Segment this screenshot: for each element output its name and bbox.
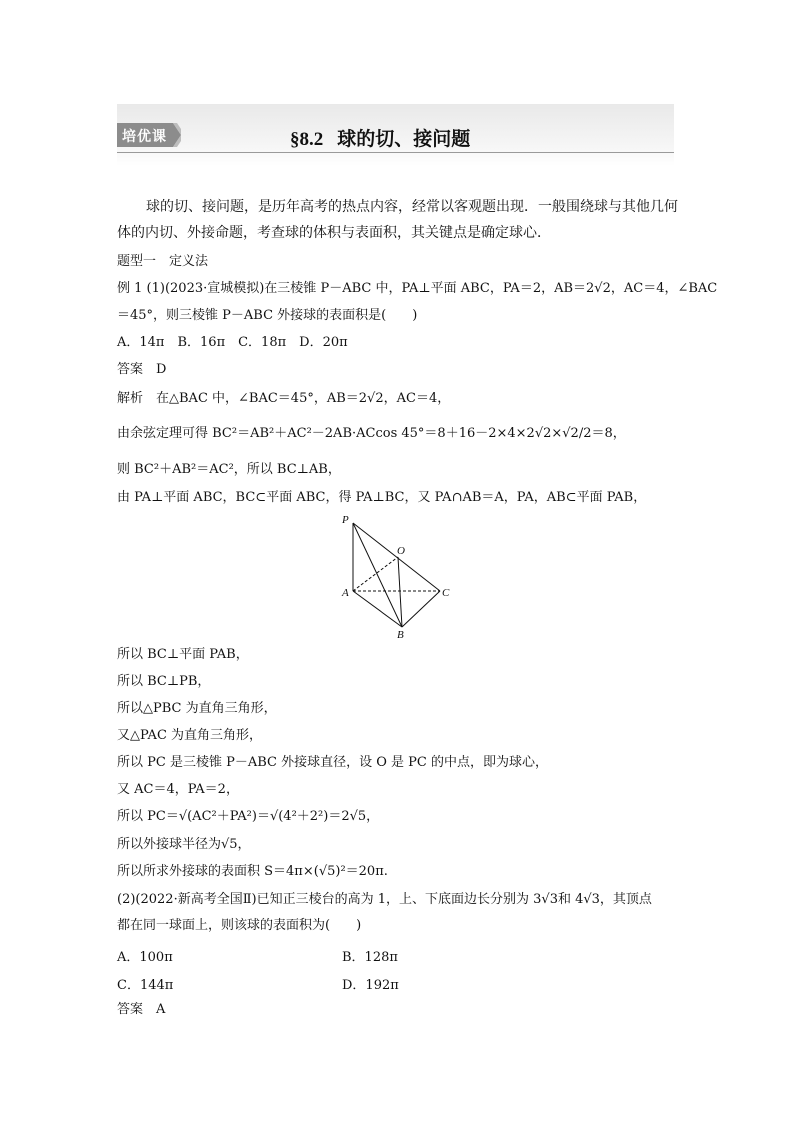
label-b: B — [397, 629, 404, 640]
example-2-answer: 答案 A — [117, 1002, 166, 1017]
segment-ao — [353, 557, 398, 591]
example-1-line-1: 例 1 (1)(2023·宣城模拟)在三棱锥 P－ABC 中，PA⊥平面 ABC，PA＝2，AB＝2√2，AC＝4，∠BAC — [117, 281, 718, 296]
label-c: C — [442, 587, 450, 599]
example-1-line-2: ＝45°，则三棱锥 P－ABC 外接球的表面积是( ) — [117, 308, 418, 323]
solution-line-9: 所以 PC 是三棱锥 P－ABC 外接球直径，设 O 是 PC 的中点，即为球心， — [117, 755, 548, 770]
solution-line-7: 所以△PBC 为直角三角形， — [117, 701, 277, 716]
segment-ob — [398, 557, 402, 627]
solution-line-11: 所以 PC＝√(AC²＋PA²)＝√(4²＋2²)＝2√5， — [117, 809, 380, 824]
section-title-text: 球的切、接问题 — [337, 128, 471, 150]
intro-line-2: 体的内切、外接命题，考查球的体积与表面积，其关键点是确定球心． — [117, 225, 551, 241]
solution-line-6: 所以 BC⊥PB， — [117, 674, 211, 689]
solution-line-12: 所以外接球半径为√5， — [117, 837, 251, 852]
solution-line-2: 由余弦定理可得 BC²＝AB²＋AC²－2AB·ACcos 45°＝8＋16－2×4×2√2×√2/2＝8， — [117, 426, 626, 441]
example-1-choices: A．14π B．16π C．18π D．20π — [117, 335, 348, 350]
type-heading: 题型一 定义法 — [117, 254, 209, 269]
section-title — [290, 124, 470, 151]
example-2-choice-a: A．100π — [117, 950, 173, 965]
example-2-choice-b: B．128π — [342, 950, 398, 965]
example-1-answer: 答案 D — [117, 362, 167, 377]
solution-line-8: 又△PAC 为直角三角形， — [117, 728, 263, 743]
label-o: O — [397, 545, 405, 557]
solution-line-3: 则 BC²＋AB²＝AC²，所以 BC⊥AB， — [117, 462, 341, 477]
example-2-choice-d: D．192π — [342, 978, 399, 993]
example-2-line-1: (2)(2022·新高考全国Ⅱ)已知正三棱台的高为 1，上、下底面边长分别为 3√3和 4√3，其顶点 — [117, 892, 652, 907]
edge-ab — [353, 591, 402, 627]
header-rule — [117, 152, 674, 153]
course-badge-label: 培优课 — [122, 129, 167, 145]
intro-line-1: 球的切、接问题，是历年高考的热点内容，经常以客观题出现．一般围绕球与其他几何 — [146, 199, 678, 215]
solution-line-5: 所以 BC⊥平面 PAB， — [117, 647, 249, 662]
edge-bc — [402, 591, 440, 627]
solution-line-13: 所以所求外接球的表面积 S＝4π×(√5)²＝20π. — [117, 864, 388, 879]
section-number: §8.2 — [290, 129, 324, 150]
example-2-line-2: 都在同一球面上，则该球的表面积为( ) — [117, 918, 362, 933]
label-p: P — [342, 514, 349, 526]
edge-pb — [353, 523, 402, 627]
solution-line-1: 解析 在△BAC 中，∠BAC＝45°，AB＝2√2，AC＝4， — [117, 391, 451, 406]
pyramid-figure — [338, 510, 458, 640]
label-a: A — [342, 587, 349, 599]
solution-line-10: 又 AC＝4，PA＝2， — [117, 782, 239, 797]
solution-line-4: 由 PA⊥平面 ABC，BC⊂平面 ABC，得 PA⊥BC，又 PA∩AB＝A，PA，AB⊂平面 PAB， — [117, 490, 647, 505]
example-2-choice-c: C．144π — [117, 978, 174, 993]
